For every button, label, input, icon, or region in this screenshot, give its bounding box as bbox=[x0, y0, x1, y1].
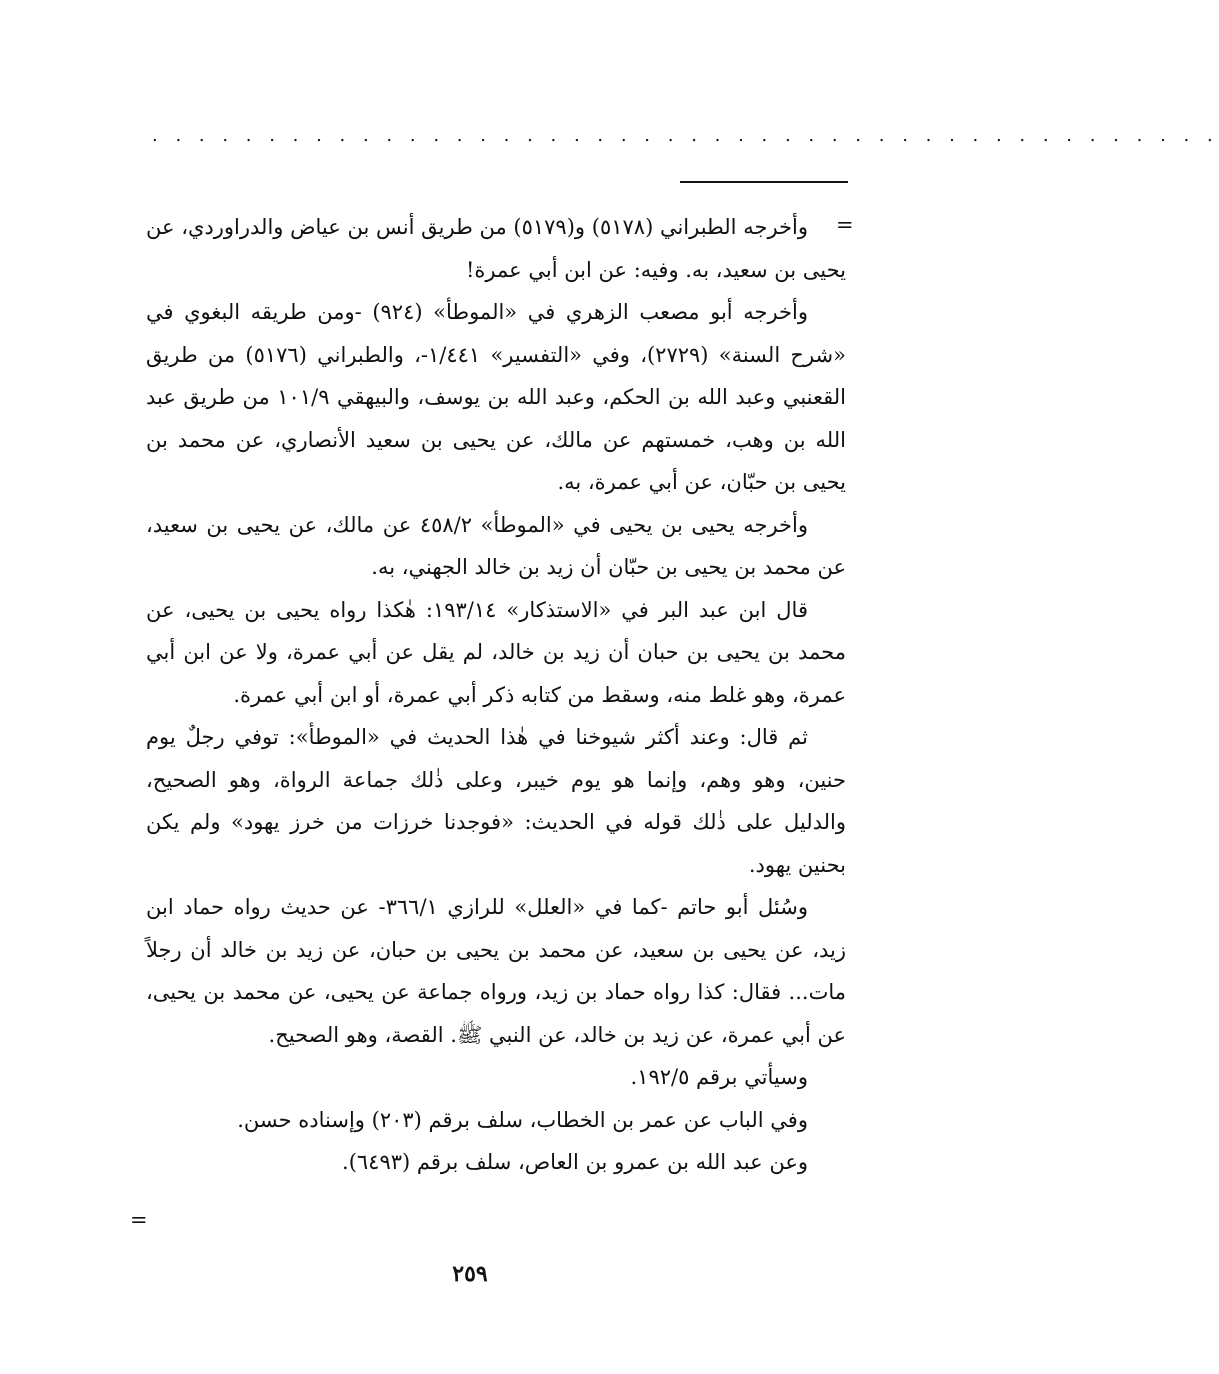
paragraph-9: وعن عبد الله بن عمرو بن العاص، سلف برقم (٦٤٩٣). bbox=[342, 1150, 808, 1174]
paragraph-8: وفي الباب عن عمر بن الخطاب، سلف برقم (٢٠٣) وإسناده حسن. bbox=[237, 1107, 808, 1132]
paragraph-6: وسُئل أبو حاتم -كما في «العلل» للرازي ٣٦٦/١- عن حديث رواه حماد ابن زيد، عن يحيى بن سعيد، عن محمد بن يحيى بن حبان، عن زيد بن خالد أن رجلاً مات... فقال: كذا رواه حماد بن زيد، ورواه جماعة عن يحيى، عن محمد بن يحيى، عن أبي عمرة، عن زيد بن خالد، عن النبي ﷺ. القصة، وهو الصحيح. bbox=[146, 895, 846, 1047]
paragraph-1: وأخرجه الطبراني (٥١٧٨) و(٥١٧٩) من طريق أنس بن عياض والدراوردي، عن يحيى بن سعيد، به. وفيه: عن ابن أبي عمرة! bbox=[146, 215, 846, 282]
continuation-mark-top: = bbox=[836, 213, 854, 237]
paragraph-7: وسيأتي برقم ١٩٢/٥. bbox=[630, 1065, 808, 1089]
footnote-rule bbox=[680, 181, 848, 183]
paragraph-3: وأخرجه يحيى بن يحيى في «الموطأ» ٤٥٨/٢ عن مالك، عن يحيى بن سعيد، عن محمد بن يحيى بن حبّان أن زيد بن خالد الجهني، به. bbox=[146, 512, 846, 579]
paragraph-2: وأخرجه أبو مصعب الزهري في «الموطأ» (٩٢٤) -ومن طريقه البغوي في «شرح السنة» (٢٧٢٩)، وفي «التفسير» ١/٤٤١-، والطبراني (٥١٧٦) من طريق القعنبي وعبد الله بن الحكم، وعبد الله بن يوسف، والبيهقي ١٠١/٩ من طريق عبد الله بن وهب، خمستهم عن مالك، عن يحيى بن سعيد الأنصاري، عن محمد بن يحيى بن حبّان، عن أبي عمرة، به. bbox=[146, 300, 847, 494]
dotted-separator: . . . . . . . . . . . . . . . . . . . . . . . . . . . . . . . . . . . . . . . . . . . . . . bbox=[152, 125, 1219, 146]
paragraph-4: قال ابن عبد البر في «الاستذكار» ١٩٣/١٤: هٰكذا رواه يحيى بن يحيى، عن محمد بن يحيى بن حبان أن زيد بن خالد، لم يقل عن أبي عمرة، ولا عن ابن أبي عمرة، وهو غلط منه، وسقط من كتابه ذكر أبي عمرة، أو ابن أبي عمرة. bbox=[146, 597, 846, 707]
page-number: ٢٥٩ bbox=[452, 1261, 488, 1287]
paragraph-5: ثم قال: وعند أكثر شيوخنا في هٰذا الحديث في «الموطأ»: توفي رجلٌ يوم حنين، وهو وهم، وإنما هو يوم خيبر، وعلى ذٰلك جماعة الرواة، وهو الصحيح، والدليل على ذٰلك قوله في الحديث: «فوجدنا خرزات من خرز يهود» ولم يكن بحنين يهود. bbox=[146, 725, 846, 877]
footnote-text bbox=[146, 206, 854, 1184]
continuation-mark-bottom: = bbox=[130, 1208, 148, 1232]
